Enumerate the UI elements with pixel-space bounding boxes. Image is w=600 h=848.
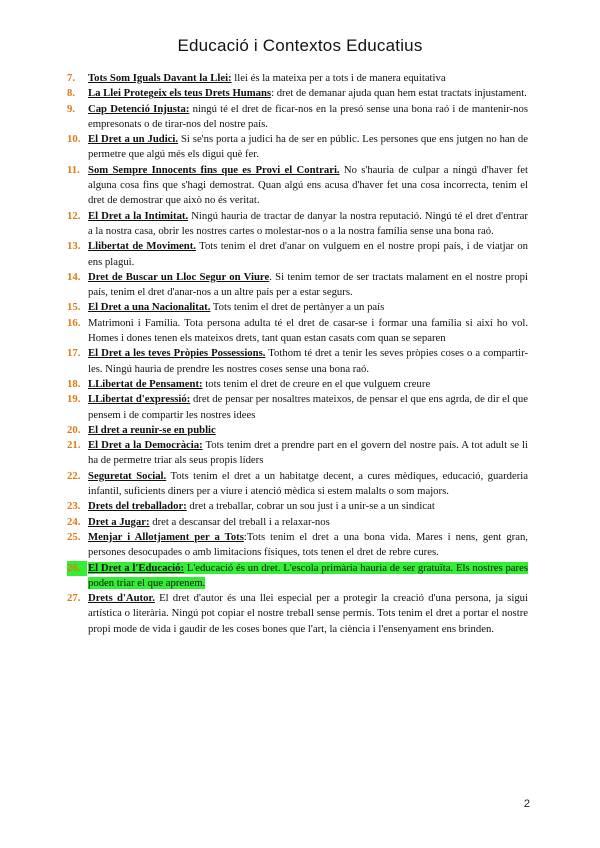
item-body <box>88 133 528 160</box>
item-text: Tothom té dret a tenir les seves pròpies coses o a compartir-les. Ningú hauria de prendre les nostres coses sense una bona raó. <box>88 347 528 375</box>
list-item <box>67 499 528 514</box>
item-heading: El dret a reunir-se en public <box>88 423 216 436</box>
item-text: Tots tenim dret a prendre part en el govern del nostre país. A tot adult se li ha de permetre triar als seus propis líders <box>88 439 529 467</box>
item-body <box>88 240 528 267</box>
list-item <box>67 316 528 347</box>
item-body <box>88 164 528 207</box>
list-item <box>67 300 528 315</box>
item-number: 20. <box>67 423 81 436</box>
list-item <box>67 469 529 500</box>
page-title: Educació i Contextos Educatius <box>177 36 423 55</box>
list-item <box>67 346 528 377</box>
list-item <box>67 591 528 637</box>
item-heading: Llibertat de Moviment. <box>88 240 196 253</box>
item-number: 14. <box>67 270 81 283</box>
item-text: Si se'ns porta a judici ha de ser en públic. Les persones que ens jutgen no han de permetre que algú més els digui què fer. <box>88 133 528 161</box>
item-heading: Cap Detenció Injusta: <box>88 102 190 115</box>
list-item <box>67 71 528 86</box>
item-body <box>88 393 528 420</box>
item-body <box>88 103 528 130</box>
item-heading: LLibertat d'expressió: <box>88 393 191 406</box>
item-body <box>88 378 430 390</box>
item-heading: Drets del treballador: <box>88 500 187 513</box>
list-item <box>67 561 529 592</box>
item-number: 18. <box>67 377 81 390</box>
item-text: Matrimoni i Família. Tota persona adulta té el dret de casar-se i formar una família si així ho vol. Homes i dones tenen els mateixos drets, tant quan estan casats com quan se separen <box>88 316 528 345</box>
item-text: Ningú hauria de tractar de danyar la nostra reputació. Ningú té el dret d'entrar a la nostra casa, obrir les nostres cartes o molestar-nos o a la nostra família sense una bona raó. <box>88 209 528 237</box>
item-heading: El Dret a la Intimitat. <box>88 209 189 222</box>
item-body <box>88 317 528 344</box>
item-text: L'educació és un dret. L'escola primària hauria de ser gratuïta. Els nostres pares poden triar el que aprenem. <box>88 561 529 589</box>
item-text: : dret de demanar ajuda quan hem estat tractats injustament. <box>271 87 527 100</box>
item-text: llei és la mateixa per a tots i de manera equitativa <box>231 72 446 84</box>
item-body <box>88 301 384 313</box>
item-text: . Si tenim temor de ser tractats malament en el nostre propi país, tenim el dret d'anar-nos a un altre país per a estar segurs. <box>88 270 528 299</box>
item-body <box>88 562 528 589</box>
item-text: dret a treballar, cobrar un sou just i a unir-se a un sindicat <box>186 500 435 513</box>
item-text: tots tenim el dret de creure en el que vulguem creure <box>202 377 431 390</box>
item-body <box>88 470 528 497</box>
item-heading: Dret de Buscar un Lloc Segur on Viure <box>88 270 270 283</box>
item-heading: Som Sempre Innocents fins que es Provi el Contrari. <box>88 163 340 176</box>
list-item <box>67 392 528 423</box>
item-heading: Menjar i Allotjament per a Tots <box>88 530 244 543</box>
item-number: 13. <box>67 240 81 253</box>
item-number: 9. <box>67 102 76 115</box>
item-heading: El Dret a un Judici. <box>88 133 179 146</box>
item-heading: El Dret a una Nacionalitat. <box>88 301 211 314</box>
item-text: Tots tenim el dret d'anar on vulguem en el nostre propi país, i de viatjar on ens plagui. <box>88 240 528 268</box>
page-number: 2 <box>523 798 530 810</box>
item-text: Tots tenim el dret de pertànyer a un país <box>210 301 385 314</box>
item-number: 27. <box>67 592 81 605</box>
item-number: 19. <box>67 393 81 406</box>
item-heading: LLibertat de Pensament: <box>88 377 203 390</box>
item-text: ningú té el dret de ficar-nos en la presó sense una bona raó i de mantenir-nos empresonats o de tirar-nos del nostre país. <box>88 102 528 130</box>
item-text: :Tots tenim el dret a una bona vida. Mares i nens, gent gran, persones desocupades o amb limitacions físiques, tots tenen el dret de rebre cures. <box>88 530 528 559</box>
item-text: dret a descansar del treball i a relaxar-nos <box>149 515 330 528</box>
list-item <box>67 530 528 561</box>
list-item <box>67 163 528 209</box>
item-number: 24. <box>67 515 81 528</box>
list-item <box>67 86 528 101</box>
list-item <box>67 239 528 270</box>
item-number: 21. <box>67 439 81 452</box>
item-number: 15. <box>67 301 81 314</box>
item-body <box>88 500 435 512</box>
list-item <box>67 438 529 469</box>
item-body <box>88 439 528 466</box>
list-item <box>67 102 528 133</box>
list-item <box>67 515 528 530</box>
item-heading: Seguretat Social. <box>88 469 167 482</box>
item-body <box>88 271 528 298</box>
item-heading: Tots Som Iguals Davant la Llei: <box>88 72 232 84</box>
item-heading: La Llei Protegeix els teus Drets Humans <box>88 87 272 100</box>
item-body <box>88 87 527 99</box>
item-text: Tots tenim el dret a un habitatge decent, a cures mèdiques, educació, guarderia infantil, suficients diners per a viure i atenció mèdica si estem malalts o som majors. <box>88 469 529 498</box>
item-number: 17. <box>67 347 81 360</box>
item-body <box>88 531 528 558</box>
item-heading: Dret a Jugar: <box>88 515 150 528</box>
item-body <box>88 592 528 635</box>
rights-list <box>67 71 529 637</box>
item-text: No s'hauria de culpar a ningú d'haver fet alguna cosa fins que s'hagi demostrat. Quan algú ens acusa d'haver fet una cosa incorrecta, tenim el dret de demostrar que això no és veritat. <box>88 163 528 207</box>
item-number: 11. <box>67 163 80 176</box>
item-body <box>88 347 528 374</box>
item-number: 16. <box>67 316 81 329</box>
item-number: 23. <box>67 500 81 513</box>
item-number: 26. <box>67 561 87 576</box>
item-text: El dret d'autor és una llei especial per a protegir la creació d'una persona, ja sigui artística o literària. Ningú pot copiar el nostre treball sense permís. Tots tenim el dret a portar el nostre propi mode de vida i gaudir de les coses bones que l'art, la ciència i l'ensenyament ens brinden. <box>88 592 528 635</box>
item-number: 10. <box>67 133 81 146</box>
item-heading: El Dret a l'Educació: <box>88 561 185 574</box>
item-number: 22. <box>67 469 81 482</box>
item-body <box>88 424 216 436</box>
item-heading: El Dret a les teves Pròpies Possessions. <box>88 347 266 360</box>
item-number: 8. <box>67 87 76 100</box>
list-item <box>67 423 528 438</box>
item-body <box>88 72 446 84</box>
list-item <box>67 377 528 392</box>
item-number: 12. <box>67 209 81 222</box>
item-number: 7. <box>67 72 76 84</box>
item-text: dret de pensar per nosaltres mateixos, de pensar el que ens agrda, de dir el que pensem i de compartir les nostres idees <box>88 393 528 421</box>
list-item <box>67 209 528 240</box>
list-item <box>67 132 528 163</box>
item-heading: Drets d'Autor. <box>88 592 155 605</box>
item-heading: El Dret a la Democràcia: <box>88 439 203 452</box>
item-body <box>88 516 330 528</box>
item-body <box>88 210 528 237</box>
list-item <box>67 270 528 301</box>
item-number: 25. <box>67 530 81 543</box>
